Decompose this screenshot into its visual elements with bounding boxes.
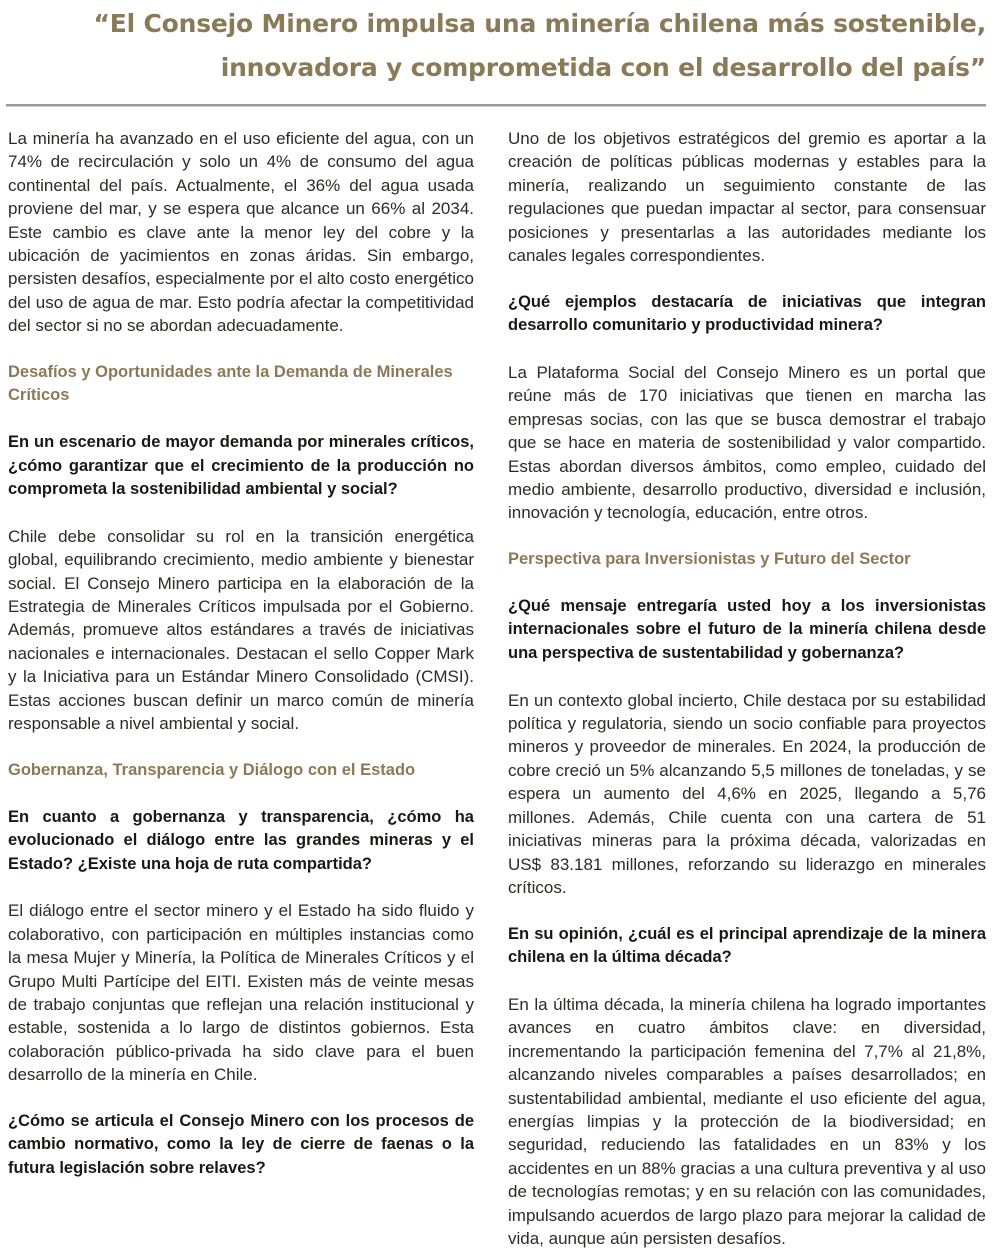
title-divider <box>6 104 986 107</box>
question-regulatory-change: ¿Cómo se articula el Consejo Minero con los procesos de cambio normativo, como la ley de cierre de faenas o la futura legislación sobre relaves? <box>8 1111 474 1177</box>
right-column <box>508 127 986 1250</box>
section-heading-governance: Gobernanza, Transparencia y Diálogo con el Estado <box>8 760 416 779</box>
paragraph-energy-transition: Chile debe consolidar su rol en la transición energética global, equilibrando crecimiento, medio ambiente y bienestar social. El Consejo Minero participa en la elaboración de la Estrategia de Minerales Críticos impulsada por el Gobierno. Además, promueve altos estándares a través de iniciativas nacionales e internacionales. Destacan el sello Copper Mark y la Iniciativa para un Estándar Minero Consolidado (CMSI). Estas acciones buscan definir un marco común de minería responsable a nivel ambiental y social. <box>8 526 474 734</box>
question-critical-minerals: En un escenario de mayor demanda por minerales críticos, ¿cómo garantizar que el crecimiento de la producción no comprometa la sostenibilidad ambiental y social? <box>8 433 474 499</box>
paragraph-public-policy: Uno de los objetivos estratégicos del gremio es aportar a la creación de políticas públicas modernas y estables para la minería, realizando un seguimiento constante de las regulaciones que puedan impactar al sector, para consensuar posiciones y presentarlas a las autoridades mediante los canales legales correspondientes. <box>508 129 986 266</box>
paragraph-water-efficiency: La minería ha avanzado en el uso eficiente del agua, con un 74% de recirculación y solo un 4% de consumo del agua continental del país. Actualmente, el 36% del agua usada proviene del mar, y se espera que alcance un 66% al 2034. Este cambio es clave ante la menor ley del cobre y la ubicación de yacimientos en zonas áridas. Sin embargo, persisten desafíos, especialmente por el alto costo energético del uso de agua de mar. Esto podría afectar la competitividad del sector si no se abordan adecuadamente. <box>8 129 474 336</box>
title-line-2: innovadora y comprometida con el desarrollo del país” <box>220 53 986 82</box>
section-heading-critical-minerals: Desafíos y Oportunidades ante la Demanda de Minerales Críticos <box>8 363 453 405</box>
question-community-initiatives: ¿Qué ejemplos destacaría de iniciativas que integran desarrollo comunitario y productividad minera? <box>508 292 986 335</box>
title-line-1: “El Consejo Minero impulsa una minería chilena más sostenible, <box>93 9 986 38</box>
paragraph-state-dialogue: El diálogo entre el sector minero y el Estado ha sido fluido y colaborativo, con participación en múltiples instancias como la mesa Mujer y Minería, la Política de Minerales Críticos y el Grupo Multi Partícipe del EITI. Existen más de veinte mesas de trabajo conjuntas que reflejan una relación institucional y estable, sostenida a lo largo de distintos gobiernos. Esta colaboración público-privada ha sido clave para el buen desarrollo de la minería en Chile. <box>8 901 474 1085</box>
question-investor-message: ¿Qué mensaje entregaría usted hoy a los inversionistas internacionales sobre el futuro de la minería chilena desde una perspectiva de sustentabilidad y gobernanza? <box>508 597 986 662</box>
question-governance: En cuanto a gobernanza y transparencia, ¿cómo ha evolucionado el diálogo entre las grandes mineras y el Estado? ¿Existe una hoja de ruta compartida? <box>8 807 474 873</box>
paragraph-investment-outlook: En un contexto global incierto, Chile destaca por su estabilidad política y regulatoria, siendo un socio confiable para proyectos mineros y proveedor de minerales. En 2024, la producción de cobre creció un 5% alcanzando 5,5 millones de toneladas, y se espera un aumento del 4,6% en 2025, llegando a 5,76 millones. Además, Chile cuenta con una cartera de 51 iniciativas mineras para la próxima década, valorizadas en US$ 83.181 millones, reforzando su liderazgo en minerales críticos. <box>508 690 986 897</box>
section-heading-investors: Perspectiva para Inversionistas y Futuro del Sector <box>508 550 911 569</box>
left-column <box>8 127 474 1180</box>
paragraph-decade-learnings: En la última década, la minería chilena ha logrado importantes avances en cuatro ámbitos clave: en diversidad, incrementando la participación femenina del 7,7% al 21,8%, alcanzando niveles comparables a países desarrollados; en sustentabilidad ambiental, mediante el uso eficiente del agua, energías limpias y la protección de la biodiversidad; en seguridad, reduciendo las fatalidades en un 83% y los accidentes en un 88% gracias a una cultura preventiva y al uso de tecnologías remotas; y en su relación con las comunidades, impulsando acuerdos de largo plazo para mejorar la calidad de vida, aunque aún persisten desafíos. <box>508 994 986 1248</box>
pull-quote-title <box>86 2 986 90</box>
paragraph-social-platform: La Plataforma Social del Consejo Minero es un portal que reúne más de 170 iniciativas que tienen en marcha las empresas socias, con las que se busca demostrar el trabajo que se hace en materia de sostenibilidad y valor compartido. Estas abordan diversos ámbitos, como empleo, cuidado del medio ambiente, desarrollo productivo, diversidad e inclusión, innovación y tecnología, educación, entre otros. <box>508 363 986 523</box>
question-main-learning: En su opinión, ¿cuál es el principal aprendizaje de la minera chilena en la última década? <box>508 924 986 967</box>
